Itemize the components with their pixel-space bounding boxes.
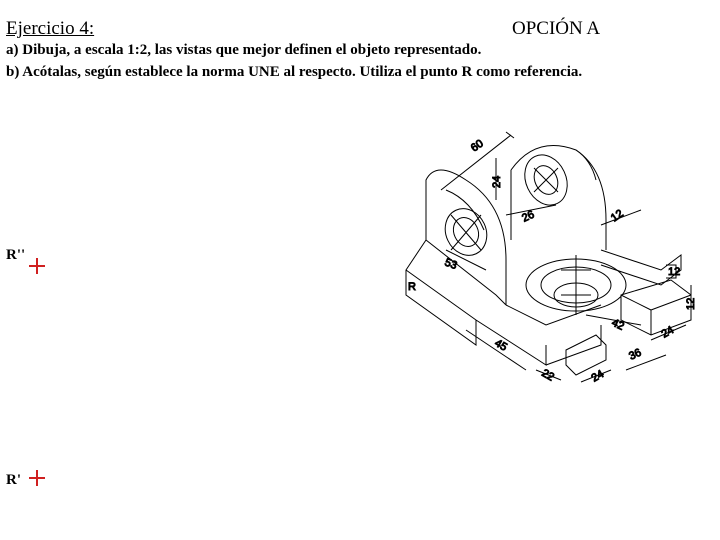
dimension-label: 12 (668, 266, 681, 278)
dimension-label: 36 (627, 346, 644, 363)
right-upright (511, 146, 606, 251)
dimension-label: 26 (520, 208, 537, 225)
reference-label-r-prime: R' (6, 472, 21, 488)
dimension-label: 24 (589, 368, 607, 385)
dimension-label: 12 (685, 297, 697, 310)
dimension-label: 53 (442, 256, 459, 273)
instruction-b: b) Acótalas, según establece la norma UNE al respecto. Utiliza el punto R como referencia. (6, 64, 583, 80)
instruction-a: a) Dibuja, a escala 1:2, las vistas que mejor definen el objeto representado. (6, 42, 482, 58)
central-boss (526, 255, 626, 315)
dimension-label: 60 (468, 137, 486, 155)
reference-cross-icon (29, 258, 45, 274)
dimension-label: 12 (608, 207, 626, 225)
dimension-label: 24 (491, 175, 503, 188)
exercise-title: Ejercicio 4: (6, 18, 95, 39)
point-r-label: R (408, 281, 416, 293)
dimension-lines (441, 132, 691, 382)
isometric-drawing (396, 120, 716, 390)
reference-cross-icon (29, 470, 45, 486)
dimension-label: 22 (539, 367, 557, 384)
dimension-label: 24 (659, 324, 677, 341)
reference-label-r-double-prime: R'' (6, 247, 26, 263)
option-label: OPCIÓN A (512, 18, 601, 39)
left-upright (426, 170, 506, 305)
dimension-label: 45 (492, 337, 510, 354)
dimension-label: 42 (609, 316, 626, 333)
